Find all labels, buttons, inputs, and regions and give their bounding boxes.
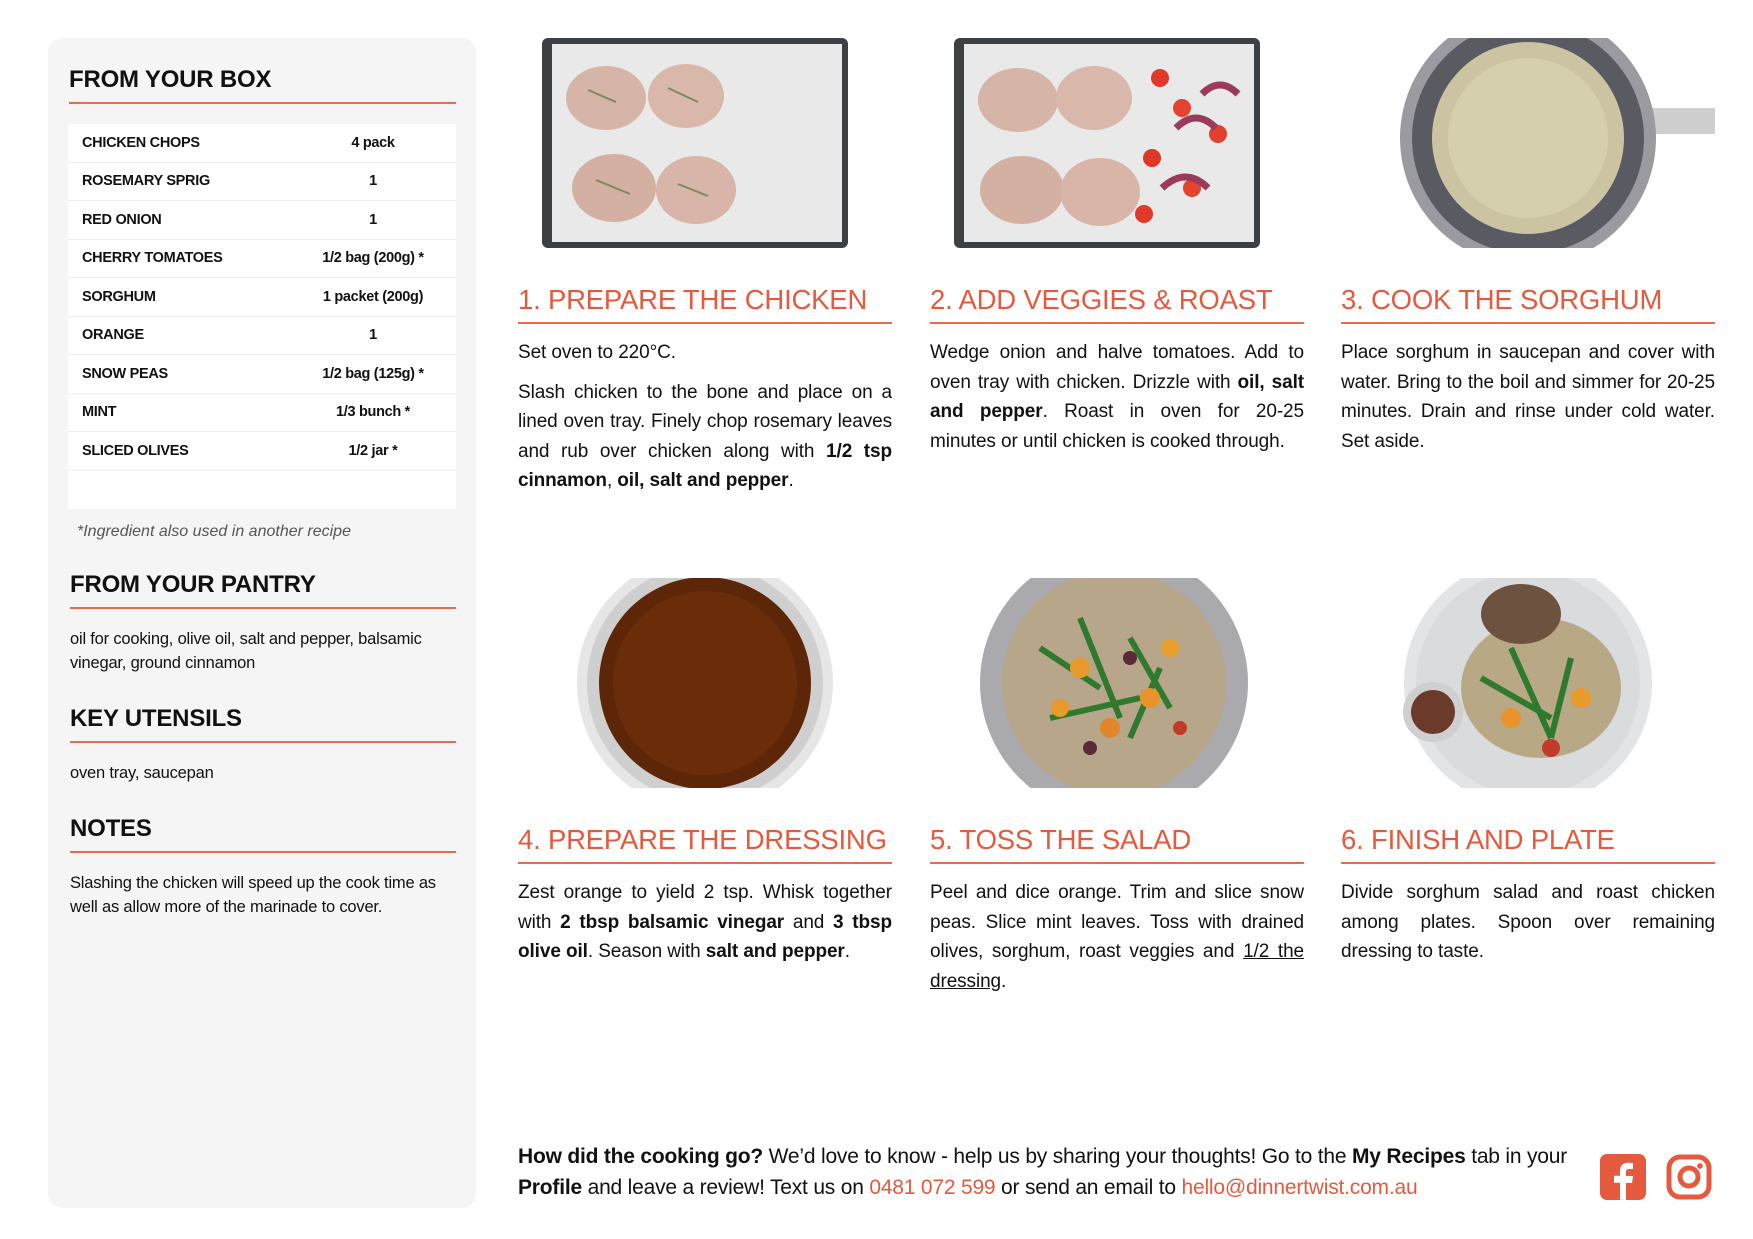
step-text: . — [844, 941, 850, 962]
step-text: . — [1001, 970, 1007, 992]
tray-veggies-image — [930, 38, 1304, 248]
step-text-underline: 1/2 the dressing — [930, 941, 1305, 992]
ingredient-qty: 1 packet (200g) — [322, 288, 424, 305]
ingredient-row-empty — [68, 471, 456, 509]
notes-title: NOTES — [70, 815, 456, 853]
ingredient-name: SNOW PEAS — [82, 365, 168, 382]
ingredient-name: SLICED OLIVES — [82, 442, 189, 459]
step-text: . — [788, 470, 794, 491]
ingredient-name: ORANGE — [82, 327, 144, 344]
from-your-box-title: FROM YOUR BOX — [69, 66, 456, 104]
step-title: 4. PREPARE THE DRESSING — [518, 824, 892, 864]
step-title: 6. FINISH AND PLATE — [1341, 824, 1715, 864]
step-3-photo — [1341, 38, 1715, 248]
step-body — [930, 338, 1304, 456]
ingredient-qty: 4 pack — [351, 134, 395, 151]
step-4-photo — [518, 578, 892, 788]
step-paragraph: Divide sorghum salad and roast chicken among plates. Spoon over remaining dressing to taste. — [1341, 882, 1715, 962]
footer-text-part: We’d love to know - help us by sharing your thoughts! Go to the — [763, 1145, 1352, 1168]
pantry-text: oil for cooking, olive oil, salt and pepper, balsamic vinegar, ground cinnamon — [70, 629, 422, 672]
ingredient-row — [68, 124, 456, 163]
step-text: Wedge onion and halve tomatoes. Add to oven tray with chicken. Drizzle with — [930, 342, 1304, 393]
step-title: 3. COOK THE SORGHUM — [1341, 284, 1715, 324]
ingredient-qty: 1/2 bag (125g) * — [322, 365, 424, 382]
salad-bowl-image — [930, 578, 1304, 788]
step-paragraph — [518, 878, 892, 967]
step-text: . Roast in oven for 20-25 minutes or until chicken is cooked through. — [930, 401, 1304, 452]
profile-label: Profile — [518, 1176, 582, 1199]
ingredient-name: ROSEMARY SPRIG — [82, 173, 210, 190]
ingredient-name: RED ONION — [82, 211, 162, 228]
step-title: 5. TOSS THE SALAD — [930, 824, 1304, 864]
step-6-photo — [1341, 578, 1715, 788]
footer-text-part: or send an email to — [995, 1176, 1182, 1199]
facebook-icon[interactable] — [1600, 1154, 1646, 1200]
utensils-section — [68, 705, 456, 785]
footer-text — [518, 1141, 1568, 1203]
ingredients-sidebar — [48, 38, 476, 1208]
step-5 — [930, 578, 1304, 996]
notes-text: Slashing the chicken will speed up the cook time as well as allow more of the marinade to cover. — [70, 873, 436, 916]
ingredient-qty: 1/2 jar * — [348, 442, 398, 459]
footer-question: How did the cooking go? — [518, 1145, 764, 1168]
step-6 — [1341, 578, 1715, 967]
tray-chicken-image — [518, 38, 892, 248]
step-title: 1. PREPARE THE CHICKEN — [518, 284, 892, 324]
plated-dish-image — [1341, 578, 1715, 788]
step-paragraph — [518, 378, 892, 496]
step-4 — [518, 578, 892, 967]
ingredient-row — [68, 201, 456, 240]
step-text-bold: 2 tbsp balsamic vinegar — [560, 911, 785, 933]
ingredient-name: CHERRY TOMATOES — [82, 250, 223, 267]
utensils-text: oven tray, saucepan — [70, 763, 214, 782]
step-text: Peel and dice orange. Trim and slice snow peas. Slice mint leaves. Toss with drained olives, sorghum, roast veggies and — [930, 882, 1304, 962]
my-recipes-label: My Recipes — [1352, 1145, 1466, 1168]
step-body — [1341, 878, 1715, 967]
step-text: Slash chicken to the bone and place on a lined oven tray. Finely chop rosemary leaves and rub over chicken along with — [518, 381, 892, 462]
instagram-icon[interactable] — [1666, 1154, 1712, 1200]
step-text: , — [606, 470, 618, 491]
ingredient-qty: 1 — [369, 173, 377, 190]
pantry-section — [68, 571, 456, 675]
review-footer — [518, 1141, 1568, 1203]
email-link[interactable]: hello@dinnertwist.com.au — [1181, 1176, 1418, 1199]
ingredient-row — [68, 278, 456, 317]
step-text-bold: salt and pepper — [705, 941, 845, 962]
ingredient-name: SORGHUM — [82, 288, 156, 305]
utensils-title: KEY UTENSILS — [70, 705, 456, 743]
step-2-photo — [930, 38, 1304, 248]
ingredient-row — [68, 163, 456, 202]
step-3 — [1341, 38, 1715, 456]
ingredient-qty: 1 — [369, 327, 377, 344]
ingredient-row — [68, 394, 456, 433]
step-text: and — [784, 911, 834, 933]
notes-section — [68, 815, 456, 919]
step-text-bold: oil, salt and pepper — [617, 470, 789, 491]
step-text: Zest orange to yield 2 tsp. Whisk together with — [518, 882, 892, 933]
step-body — [518, 338, 892, 496]
pantry-title: FROM YOUR PANTRY — [70, 571, 456, 609]
step-paragraph: Place sorghum in saucepan and cover with water. Bring to the boil and simmer for 20-25 minutes. Drain and rinse under cold water. Set aside. — [1341, 342, 1715, 452]
sieve-sorghum-image — [1341, 38, 1715, 248]
step-paragraph: Set oven to 220°C. — [518, 342, 676, 363]
ingredients-table — [68, 124, 456, 509]
step-text-bold: 3 tbsp olive oil — [518, 911, 892, 962]
step-paragraph — [930, 338, 1304, 456]
footer-text-part: and leave a review! Text us on — [581, 1176, 870, 1199]
step-text: . Season with — [587, 941, 706, 962]
step-2 — [930, 38, 1304, 456]
step-text-bold: 1/2 tsp cinnamon — [518, 440, 892, 491]
dressing-bowl-image — [518, 578, 892, 788]
step-body — [930, 878, 1304, 996]
step-1 — [518, 38, 892, 496]
step-body — [1341, 338, 1715, 456]
step-title: 2. ADD VEGGIES & ROAST — [930, 284, 1304, 324]
ingredient-name: CHICKEN CHOPS — [82, 134, 200, 151]
ingredient-qty: 1/3 bunch * — [335, 404, 411, 421]
ingredient-row — [68, 432, 456, 471]
ingredient-name: MINT — [82, 404, 117, 421]
step-text-bold: oil, salt and pepper — [930, 371, 1305, 422]
ingredient-qty: 1 — [369, 211, 377, 228]
ingredient-row — [68, 317, 456, 356]
footer-text-part: tab in your — [1465, 1145, 1568, 1168]
ingredient-qty: 1/2 bag (200g) * — [322, 250, 424, 267]
phone-link[interactable]: 0481 072 599 — [869, 1176, 996, 1199]
ingredient-row — [68, 240, 456, 279]
step-body — [518, 878, 892, 967]
ingredient-row — [68, 355, 456, 394]
step-5-photo — [930, 578, 1304, 788]
step-1-photo — [518, 38, 892, 248]
ingredient-footnote: *Ingredient also used in another recipe — [77, 522, 351, 540]
step-paragraph — [930, 878, 1304, 996]
